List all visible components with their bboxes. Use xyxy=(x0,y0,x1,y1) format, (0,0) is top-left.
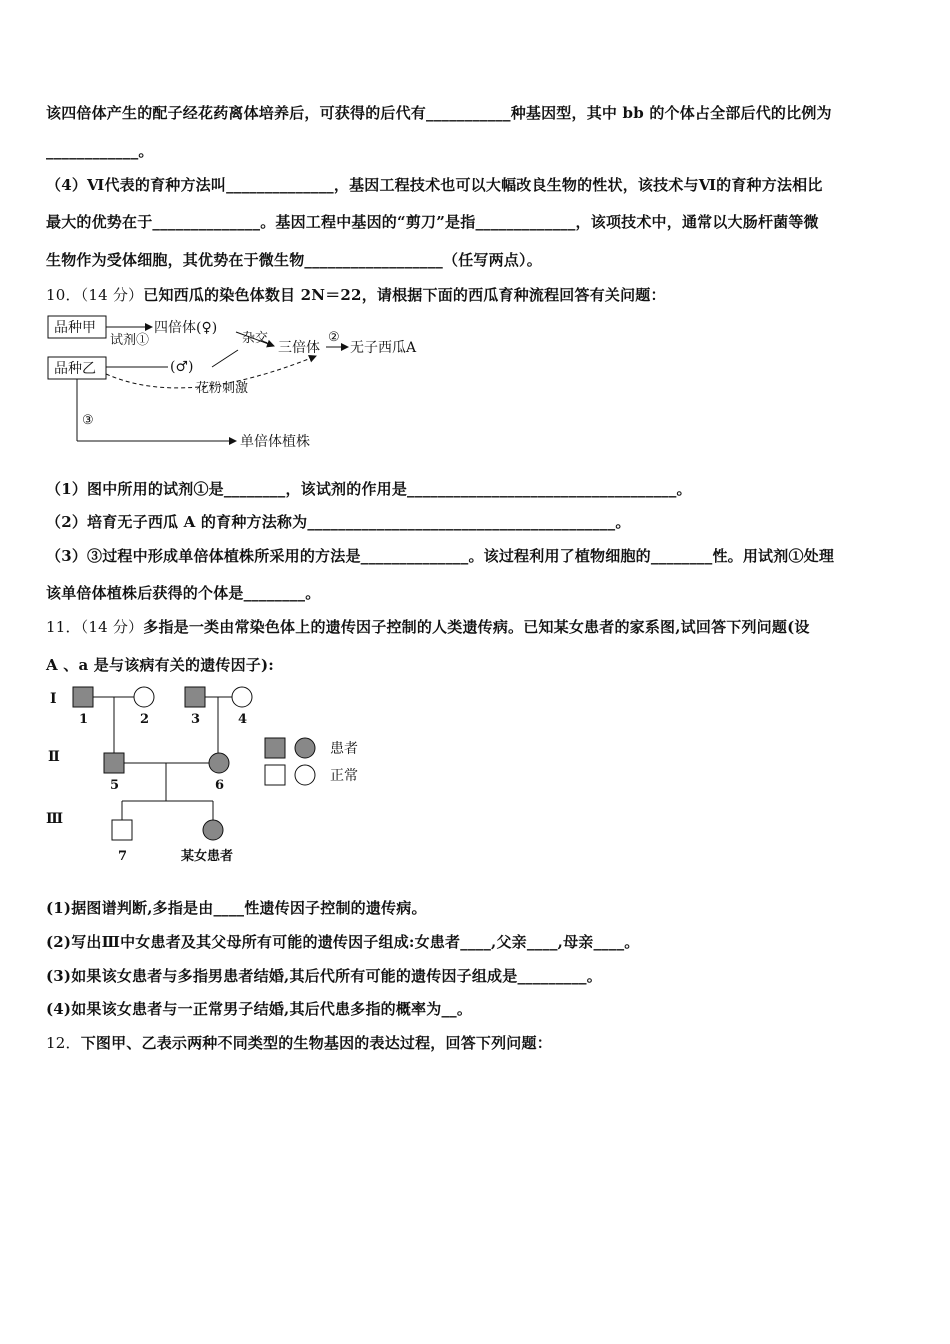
generation-3-label: Ⅲ xyxy=(46,811,64,827)
paragraph-line-3: （4）Ⅵ代表的育种方法叫______________，基因工程技术也可以大幅改良生物的性状，该技术与Ⅵ的育种方法相比 xyxy=(46,176,823,194)
cross-line-bottom xyxy=(212,350,238,367)
paragraph-line-2: ____________。 xyxy=(46,142,154,160)
pedigree-chart xyxy=(46,683,366,868)
male-label: (♂) xyxy=(170,359,194,375)
legend-normal-male-icon xyxy=(265,765,285,785)
individual-1-number: 1 xyxy=(79,712,89,727)
question-12-text: 下图甲、乙表示两种不同类型的生物基因的表达过程，回答下列问题： xyxy=(80,1034,552,1052)
question-11-sub-2: (2)写出Ⅲ中女患者及其父母所有可能的遗传因子组成:女患者____,父亲____,母亲____。 xyxy=(46,933,640,951)
generation-2-label: Ⅱ xyxy=(48,749,60,765)
legend-affected-male-icon xyxy=(265,738,285,758)
legend-normal-female-icon xyxy=(295,765,315,785)
proband-affected-female xyxy=(203,820,223,840)
question-10-sub-1: （1）图中所用的试剂①是________，该试剂的作用是___________________________________。 xyxy=(46,480,692,498)
pollen-label: 花粉刺激 xyxy=(196,381,249,396)
individual-6-number: 6 xyxy=(215,778,225,793)
individual-2-number: 2 xyxy=(140,712,150,727)
cross-label: 杂交 xyxy=(242,331,269,346)
question-11-sub-3: (3)如果该女患者与多指男患者结婚,其后代所有可能的遗传因子组成是_________。 xyxy=(46,967,602,985)
legend-normal-label: 正常 xyxy=(330,768,358,784)
variety-a-label: 品种甲 xyxy=(54,320,96,336)
seedless-label: 无子西瓜A xyxy=(350,340,417,356)
question-10-header xyxy=(46,284,666,305)
haploid-label: 单倍体植株 xyxy=(240,434,310,450)
individual-4-number: 4 xyxy=(238,712,248,727)
question-11-number: 11．（14 分） xyxy=(46,618,144,636)
question-11-text: 多指是一类由常染色体上的遗传因子控制的人类遗传病。已知某女患者的家系图,试回答下列问题(设 xyxy=(143,618,810,636)
question-11-sub-4: (4)如果该女患者与一正常男子结婚,其后代患多指的概率为__。 xyxy=(46,1000,473,1018)
paragraph-line-5: 生物作为受体细胞，其优势在于微生物__________________（任写两点）。 xyxy=(46,251,542,269)
tetraploid-label: 四倍体(♀) xyxy=(154,320,218,336)
question-10-sub-3: （3）③过程中形成单倍体植株所采用的方法是______________。该过程利用了植物细胞的________性。用试剂①处理 xyxy=(46,547,835,565)
question-10-text: 已知西瓜的染色体数目 2N＝22，请根据下面的西瓜育种流程回答有关问题： xyxy=(143,286,666,304)
proband-label: 某女患者 xyxy=(181,849,234,864)
reagent-label: 试剂① xyxy=(110,333,150,348)
legend-affected-label: 患者 xyxy=(330,741,358,757)
question-11-header xyxy=(46,616,810,637)
individual-1-affected-male xyxy=(73,687,93,707)
question-11-sub-1: (1)据图谱判断,多指是由____性遗传因子控制的遗传病。 xyxy=(46,899,427,917)
generation-1-label: Ⅰ xyxy=(50,691,57,707)
paragraph-line-4: 最大的优势在于______________。基因工程中基因的“剪刀”是指_____________，该项技术中，通常以大肠杆菌等微 xyxy=(46,213,819,231)
individual-5-number: 5 xyxy=(110,778,120,793)
triploid-label: 三倍体 xyxy=(278,340,320,356)
individual-2-normal-female xyxy=(134,687,154,707)
question-10-sub-4: 该单倍体植株后获得的个体是________。 xyxy=(46,584,321,602)
individual-3-affected-male xyxy=(185,687,205,707)
individual-5-affected-male xyxy=(104,753,124,773)
individual-3-number: 3 xyxy=(191,712,201,727)
individual-7-normal-male xyxy=(112,820,132,840)
question-11-text-line-2: A 、a 是与该病有关的遗传因子): xyxy=(46,656,275,674)
individual-7-number: 7 xyxy=(118,849,128,864)
question-10-sub-2: （2）培育无子西瓜 A 的育种方法称为________________________________________。 xyxy=(46,513,631,531)
variety-b-label: 品种乙 xyxy=(54,361,96,377)
watermelon-breeding-diagram xyxy=(46,314,476,454)
step2-label: ② xyxy=(328,330,340,345)
legend-affected-female-icon xyxy=(295,738,315,758)
paragraph-line-1: 该四倍体产生的配子经花药离体培养后，可获得的后代有___________种基因型，其中 bb 的个体占全部后代的比例为 xyxy=(46,104,832,122)
step3-label: ③ xyxy=(82,413,94,428)
individual-6-affected-female xyxy=(209,753,229,773)
question-12-number: 12． xyxy=(46,1034,81,1052)
question-10-number: 10．（14 分） xyxy=(46,286,144,304)
question-12-header xyxy=(46,1032,552,1053)
individual-4-normal-female xyxy=(232,687,252,707)
